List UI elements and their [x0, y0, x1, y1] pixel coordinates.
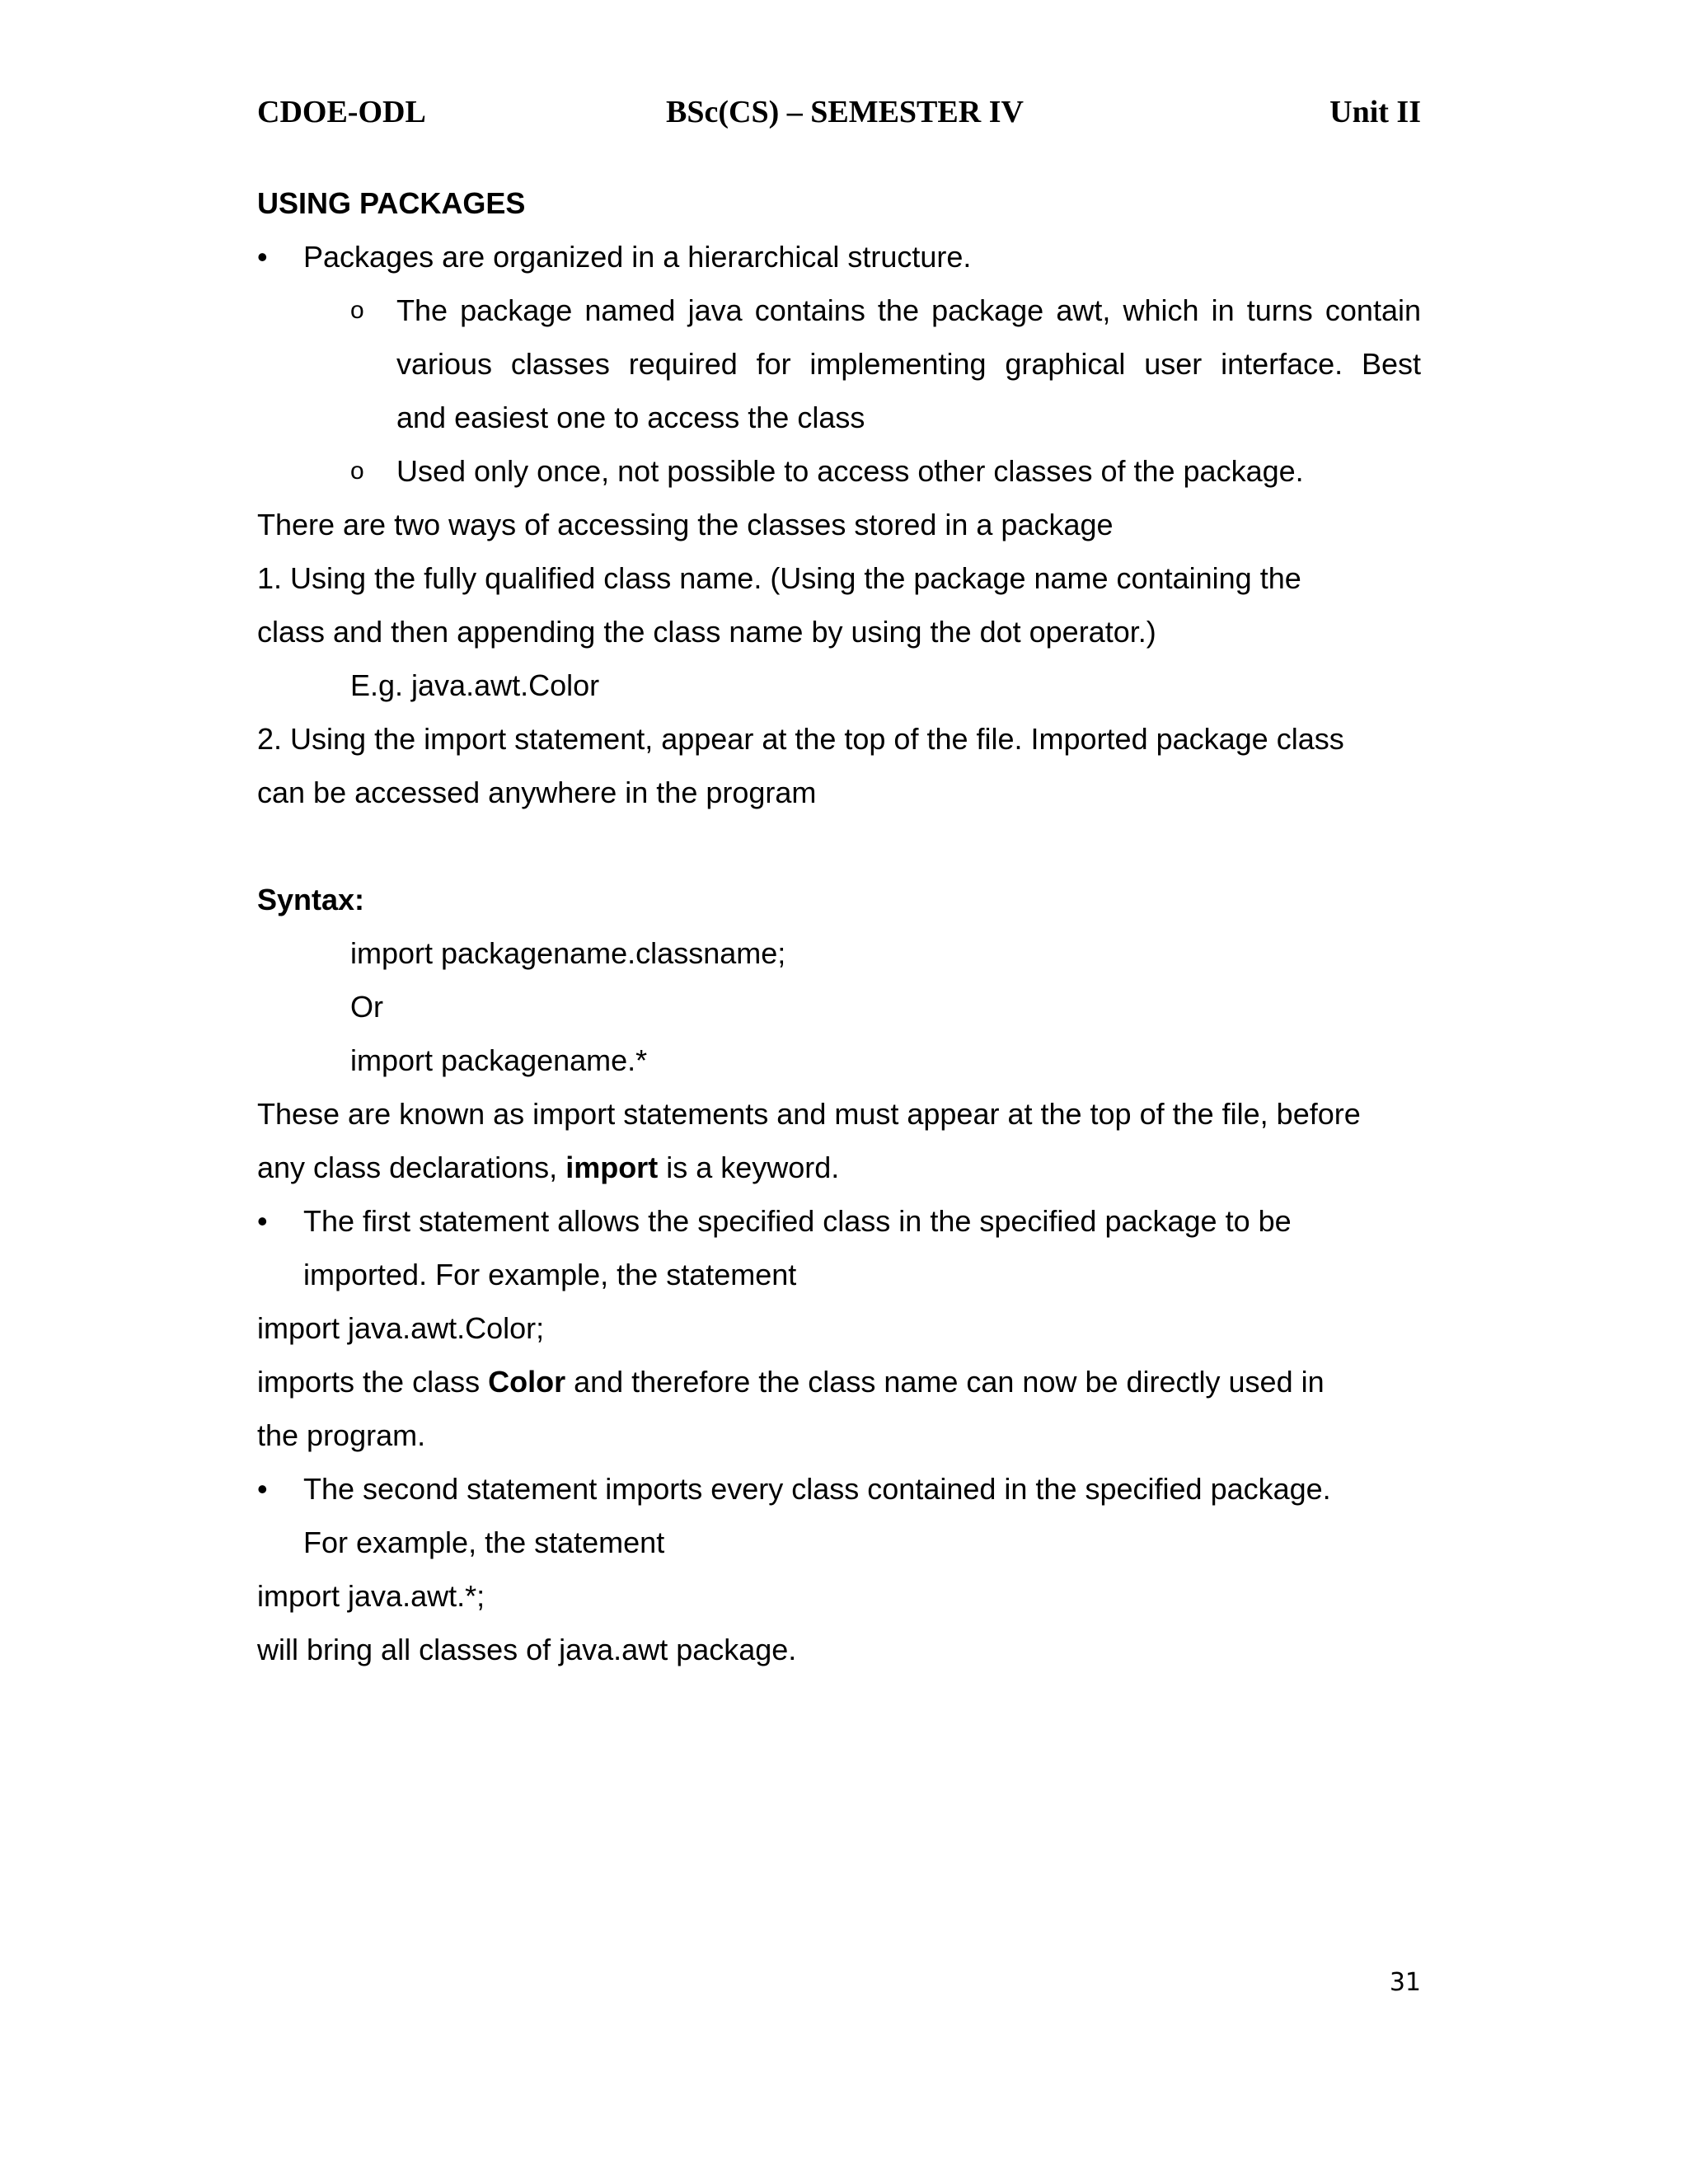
paragraph: can be accessed anywhere in the program — [257, 776, 817, 809]
bullet-item — [257, 230, 1421, 284]
section-title: USING PACKAGES — [257, 186, 526, 220]
sub-bullet-continuation: and easiest one to access the class — [396, 401, 865, 434]
sub-bullet-icon: o — [350, 297, 364, 324]
bullet-icon: • — [257, 1204, 268, 1238]
bullet-text: Packages are organized in a hierarchical structure. — [303, 240, 972, 274]
header-center: BSc(CS) – SEMESTER IV — [666, 95, 1024, 129]
spacer — [257, 819, 1421, 873]
paragraph: There are two ways of accessing the classes stored in a package — [257, 508, 1114, 541]
paragraph: class and then appending the class name by using the dot operator.) — [257, 615, 1156, 649]
paragraph: These are known as import statements and must appear at the top of the file, before — [257, 1097, 1361, 1131]
sub-bullet-icon: o — [350, 457, 364, 485]
bullet-icon: • — [257, 1472, 268, 1506]
syntax-line: import packagename.* — [350, 1043, 648, 1077]
paragraph — [257, 1141, 1421, 1194]
text-span: and therefore the class name can now be directly used in — [565, 1365, 1325, 1399]
paragraph: 2. Using the import statement, appear at the top of the file. Imported package class — [257, 722, 1344, 756]
syntax-line: Or — [350, 990, 383, 1024]
bullet-icon: • — [257, 240, 268, 274]
code-line: import java.awt.*; — [257, 1579, 485, 1613]
example-line: E.g. java.awt.Color — [350, 668, 600, 702]
text-span: imports the class — [257, 1365, 489, 1399]
bullet-text: The second statement imports every class contained in the specified package. — [303, 1472, 1331, 1506]
text-span: any class declarations, — [257, 1151, 566, 1184]
keyword-bold: import — [565, 1151, 659, 1184]
document-body — [257, 176, 1421, 1676]
code-line: import java.awt.Color; — [257, 1311, 545, 1345]
paragraph — [257, 1355, 1421, 1408]
bullet-item — [257, 1194, 1421, 1248]
sub-bullet-item — [257, 444, 1421, 498]
syntax-heading: Syntax: — [257, 883, 365, 916]
sub-bullet-item — [257, 284, 1421, 337]
bullet-continuation: imported. For example, the statement — [303, 1258, 797, 1291]
page-number: 31 — [1389, 1968, 1421, 1997]
sub-bullet-text: The package named java contains the package awt, which in turns contain — [396, 293, 1421, 327]
paragraph: the program. — [257, 1418, 426, 1452]
keyword-bold: Color — [488, 1365, 566, 1399]
header-right: Unit II — [1329, 95, 1421, 129]
sub-bullet-continuation: various classes required for implementing graphical user interface. Best — [396, 347, 1421, 381]
bullet-continuation: For example, the statement — [303, 1526, 665, 1559]
syntax-line: import packagename.classname; — [350, 936, 786, 970]
text-span: is a keyword. — [658, 1151, 840, 1184]
paragraph: 1. Using the fully qualified class name. (Using the package name containing the — [257, 561, 1301, 595]
bullet-text: The first statement allows the specified class in the specified package to be — [303, 1204, 1292, 1238]
bullet-item — [257, 1462, 1421, 1516]
paragraph: will bring all classes of java.awt package. — [257, 1633, 797, 1666]
header-left: CDOE-ODL — [257, 95, 426, 129]
sub-bullet-text: Used only once, not possible to access other classes of the package. — [396, 454, 1304, 488]
